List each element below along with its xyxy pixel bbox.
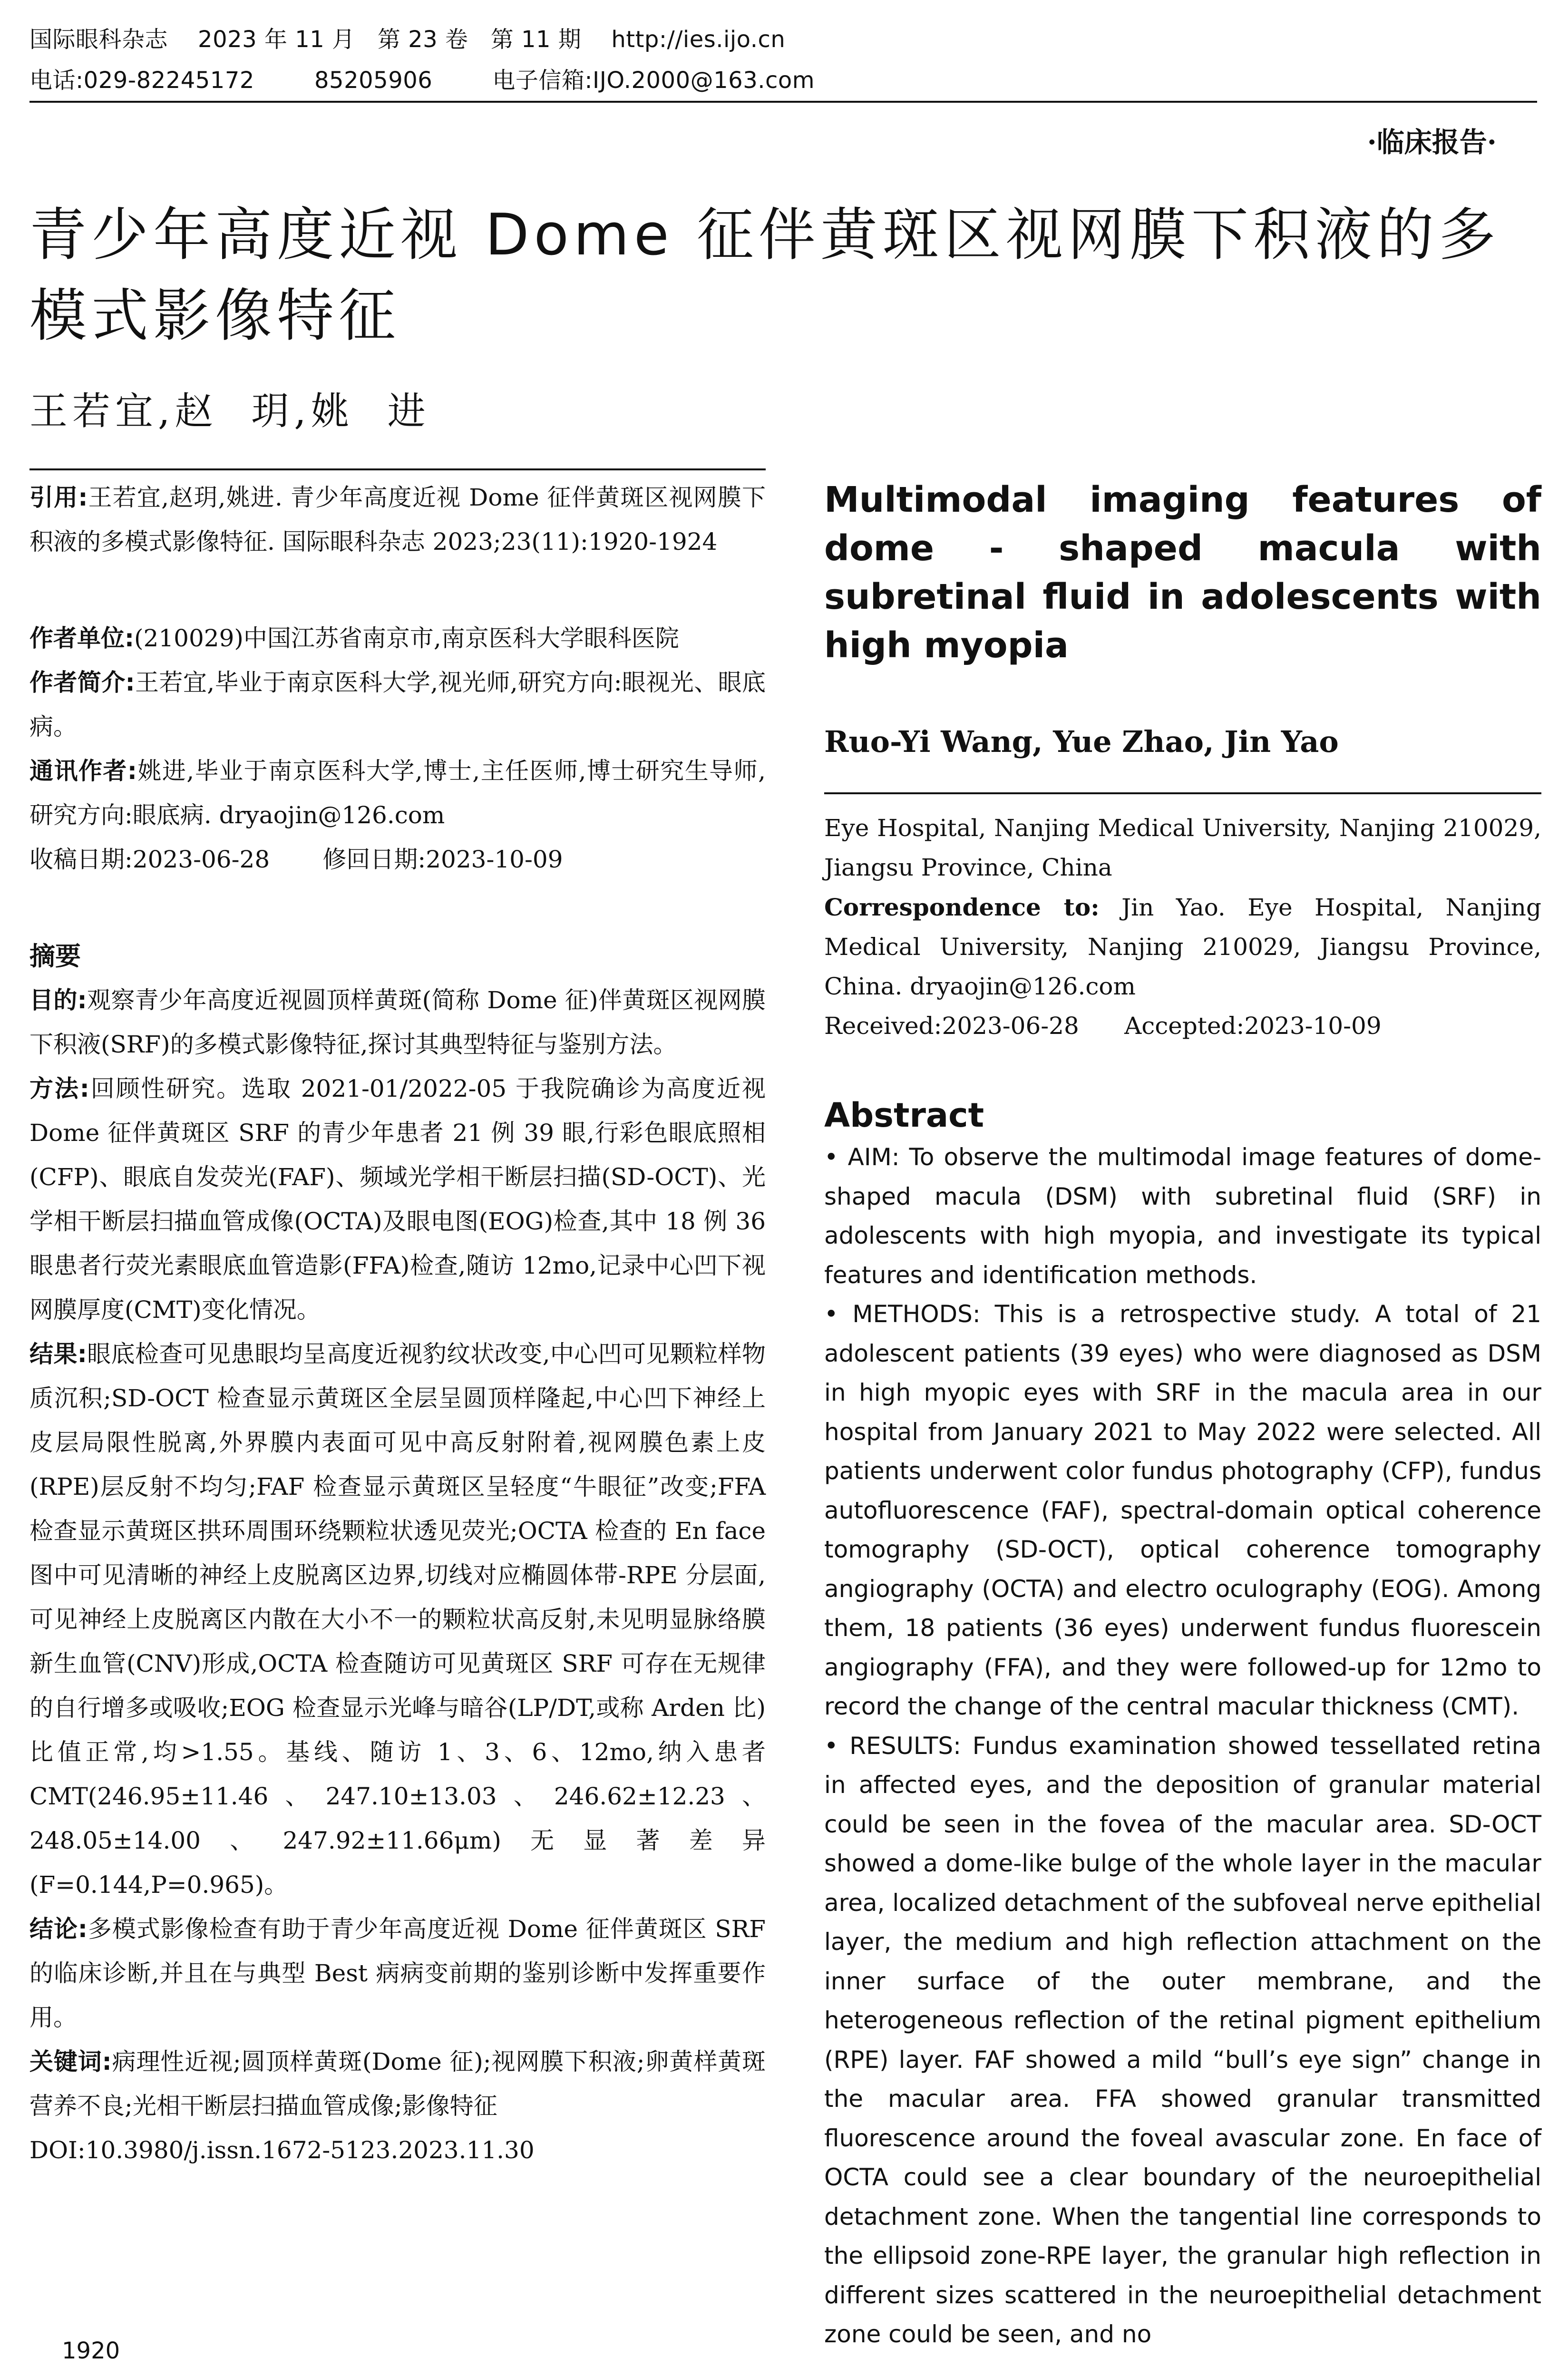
abstract-heading-en: Abstract (824, 1096, 984, 1135)
article-title-en: Multimodal imaging features of dome - shaped macula with subretinal fluid in adolescents with high myopia (824, 479, 1541, 666)
methods-text-cn: 回顾性研究。选取 2021-01/2022-05 于我院确诊为高度近视 Dome 征伴黄斑区 SRF 的青少年患者 21 例 39 眼,行彩色眼底照相(CFP)、眼底自发荧光(FAF)、频域光学相干断层扫描(SD-OCT)、光学相干断层扫描血管成像(OCTA)及眼电图(EOG)检查,其中 18 例 36 眼患者行荧光素眼底血管造影(FFA)检查,随访 12mo,记录中心凹下视网膜厚度(CMT)变化情况。 (29, 1075, 766, 1324)
page-number: 1920 (62, 2338, 120, 2364)
abstract-aim-en: • AIM: To observe the multimodal image features of dome-shaped macula (DSM) with subretinal fluid (SRF) in adolescents with high myopia, and investigate its typical features and identification methods. (824, 1143, 1541, 1289)
aim-text-cn: 观察青少年高度近视圆顶样黄斑(简称 Dome 征)伴黄斑区视网膜下积液(SRF)的多模式影像特征,探讨其典型特征与鉴别方法。 (29, 986, 766, 1058)
corresponding-author-text: 姚进,毕业于南京医科大学,博士,主任医师,博士研究生导师,研究方向:眼底病. dryaojin@126.com (29, 757, 766, 829)
right-column (824, 476, 1541, 2354)
abstract-results-cn (29, 1332, 766, 1907)
abstract-conclusion-cn (29, 1907, 766, 2040)
author-bio-text: 王若宜,毕业于南京医科大学,视光师,研究方向:眼视光、眼底病。 (29, 669, 766, 740)
journal-issue: 2023 年 11 月 第 23 卷 第 11 期 (198, 26, 582, 53)
right-column-divider (824, 792, 1541, 794)
journal-name: 国际眼科杂志 (29, 26, 168, 53)
header-divider (29, 101, 1537, 103)
authors-en: Ruo-Yi Wang, Yue Zhao, Jin Yao (824, 724, 1339, 759)
doi[interactable]: DOI:10.3980/j.issn.1672-5123.2023.11.30 (29, 2136, 535, 2164)
left-column (29, 476, 766, 2172)
results-text-cn: 眼底检查可见患眼均呈高度近视豹纹状改变,中心凹可见颗粒样物质沉积;SD-OCT 检查显示黄斑区全层呈圆顶样隆起,中心凹下神经上皮层局限性脱离,外界膜内表面可见中高反射附着,视网膜色素上皮(RPE)层反射不均匀;FAF 检查显示黄斑区呈轻度“牛眼征”改变;FFA 检查显示黄斑区拱环周围环绕颗粒状透见荧光;OCTA 检查的 En face 图中可见清晰的神经上皮脱离区边界,切线对应椭圆体带-RPE 分层面,可见神经上皮脱离区内散在大小不一的颗粒状高反射,未见明显脉络膜新生血管(CNV)形成,OCTA 检查随访可见黄斑区 SRF 可存在无规律的自行增多或吸收;EOG 检查显示光峰与暗谷(LP/DT,或称 Arden 比)比值正常,均>1.55。基线、随访 1、3、6、12mo,纳入患者 CMT(246.95±11.46、247.10±13.03、246.62±12.23、248.05±14.00、247.92±11.66μm)无显著差异(F=0.144,P=0.965)。 (29, 1340, 766, 1899)
abstract-results-en: • RESULTS: Fundus examination showed tessellated retina in affected eyes, and the deposition of granular material could be seen in the fovea of the macular area. SD-OCT showed a dome-like bulge of the whole layer in the macular area, localized detachment of the subfoveal nerve epithelial layer, the medium and high reflection attachment on the inner surface of the outer membrane, and the heterogeneous reflection of the retinal pigment epithelium (RPE) layer. FAF showed a mild “bull’s eye sign” change in the macular area. FFA showed granular transmitted fluorescence around the foveal avascular zone. En face of OCTA could see a clear boundary of the neuroepithelial detachment zone. When the tangential line corresponds to the ellipsoid zone-RPE layer, the granular high reflection in different sizes scattered in the neuroepithelial detachment zone could be seen, and no (824, 1732, 1541, 2348)
aim-label-cn: 目的: (29, 986, 87, 1014)
section-tag: ·临床报告· (1367, 126, 1497, 158)
affiliation-en: Eye Hospital, Nanjing Medical University, Nanjing 210029, Jiangsu Province, China (824, 814, 1541, 881)
received-dates-en: Received:2023-06-28 Accepted:2023-10-09 (824, 1012, 1382, 1040)
abstract-methods-cn (29, 1067, 766, 1332)
correspondence-label-en: Correspondence to: (824, 893, 1100, 921)
conclusion-text-cn: 多模式影像检查有助于青少年高度近视 Dome 征伴黄斑区 SRF 的临床诊断,并且在与典型 Best 病病变前期的鉴别诊断中发挥重要作用。 (29, 1915, 766, 2031)
correspondence-text-en: Jin Yao. Eye Hospital, Nanjing Medical University, Nanjing 210029, Jiangsu Province, China. dryaojin@126.com (824, 894, 1541, 1000)
abstract-heading-cn: 摘要 (29, 941, 81, 971)
journal-phone-2: 85205906 (314, 67, 433, 94)
abstract-methods-en: • METHODS: This is a retrospective study. A total of 21 adolescent patients (39 eyes) who were diagnosed as DSM in high myopic eyes with SRF in the macula area in our hospital from January 2021 to May 2022 were selected. All patients underwent color fundus photography (CFP), fundus autofluorescence (FAF), spectral-domain optical coherence tomography (SD-OCT), optical coherence tomography angiography (OCTA) and electro oculography (EOG). Among them, 18 patients (36 eyes) underwent fundus fluorescein angiography (FFA), and they were followed-up for 12mo to record the change of the central macular thickness (CMT). (824, 1300, 1541, 1720)
journal-email[interactable]: 电子信箱:IJO.2000@163.com (492, 67, 815, 94)
article-title-cn: 青少年高度近视 Dome 征伴黄斑区视网膜下积液的多模式影像特征 (29, 202, 1500, 349)
author-unit (29, 616, 766, 661)
journal-website[interactable]: http://ies.ijo.cn (611, 26, 786, 53)
authors-cn: 王若宜,赵 玥,姚 进 (29, 389, 430, 433)
author-unit-label: 作者单位: (29, 624, 134, 652)
author-unit-text: (210029)中国江苏省南京市,南京医科大学眼科医院 (134, 624, 679, 652)
abstract-en (824, 1138, 1541, 2354)
author-bio (29, 661, 766, 749)
keywords-text-cn: 病理性近视;圆顶样黄斑(Dome 征);视网膜下积液;卵黄样黄斑营养不良;光相干断层扫描血管成像;影像特征 (29, 2048, 766, 2120)
results-label-cn: 结果: (29, 1340, 87, 1368)
spacer (29, 882, 766, 934)
abstract-aim-cn (29, 978, 766, 1067)
citation-label: 引用: (29, 484, 88, 511)
journal-phone: 电话:029-82245172 (29, 67, 254, 94)
correspondence-en (824, 887, 1541, 1006)
corresponding-author-label: 通讯作者: (29, 757, 137, 785)
methods-label-cn: 方法: (29, 1075, 89, 1102)
keywords-label-cn: 关键词: (29, 2048, 112, 2075)
citation (29, 476, 766, 564)
journal-header-line-1 (29, 25, 785, 54)
received-dates-cn: 收稿日期:2023-06-28 修回日期:2023-10-09 (29, 846, 563, 873)
journal-header-line-2 (29, 66, 815, 95)
keywords-cn (29, 2040, 766, 2128)
corresponding-author (29, 749, 766, 838)
left-column-divider (29, 468, 766, 470)
conclusion-label-cn: 结论: (29, 1915, 88, 1943)
author-bio-label: 作者简介: (29, 669, 135, 696)
citation-text: 王若宜,赵玥,姚进. 青少年高度近视 Dome 征伴黄斑区视网膜下积液的多模式影像特征. 国际眼科杂志 2023;23(11):1920-1924 (29, 484, 766, 555)
author-info-en (824, 809, 1541, 1046)
